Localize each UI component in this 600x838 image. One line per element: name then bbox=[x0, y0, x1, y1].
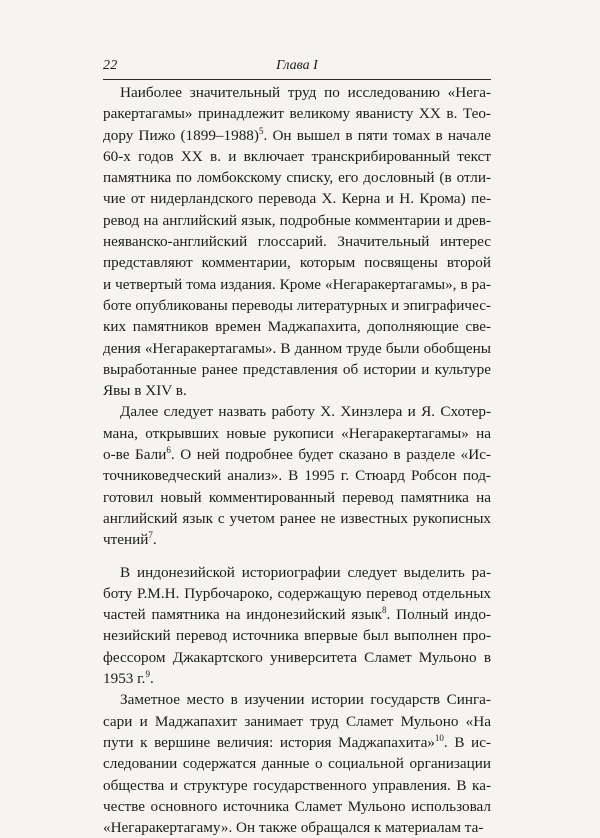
text-line: боте опубликованы переводы литературных и эпиграфичес- bbox=[103, 296, 491, 314]
footnote-marker[interactable]: 10 bbox=[434, 732, 444, 743]
text-line: чие от нидерландского перевода Х. Керна и Н. Крома) пе- bbox=[103, 190, 491, 208]
text-line: ракертагамы» принадлежит великому яванисту XX в. Тео- bbox=[103, 105, 491, 123]
text-line: незийский перевод источника впервые был выполнен про- bbox=[103, 627, 491, 645]
text-line: боту Р.М.Н. Пурбочароко, содержащую перевод отдельных bbox=[103, 584, 491, 602]
text-line: о-ве Бали$^6$. О ней подробнее будет сказано в разделе «Ис- bbox=[103, 445, 491, 464]
footnote-marker[interactable]: 9 bbox=[145, 669, 150, 680]
header-rule bbox=[103, 79, 491, 80]
text-line: выработанные ранее представления об истории и культуре bbox=[103, 360, 491, 378]
page-number: 22 bbox=[103, 58, 118, 73]
text-line: частей памятника на индонезийский язык$^8$. Полный индо- bbox=[103, 605, 491, 624]
body-text bbox=[103, 82, 491, 838]
chapter-title: Глава I bbox=[276, 58, 318, 73]
page-header bbox=[103, 58, 491, 78]
paragraph bbox=[103, 82, 491, 401]
text-line: 60-х годов XX в. и включает транскрибированный текст bbox=[103, 147, 491, 165]
text-line: следовании содержатся данные о социальной организации bbox=[103, 755, 491, 773]
text-line: честве основного источника Сламет Мульоно использовал bbox=[103, 797, 491, 815]
footnote-marker[interactable]: 7 bbox=[148, 530, 153, 541]
text-line: мана, открывших новые рукописи «Негаракертагамы» на bbox=[103, 424, 491, 442]
text-line: Явы в XIV в. bbox=[103, 382, 187, 400]
text-line: сари и Маджапахит занимает труд Сламет Мульоно «На bbox=[103, 712, 491, 730]
footnote-marker[interactable]: 6 bbox=[166, 445, 171, 456]
paragraph bbox=[103, 689, 491, 838]
footnote-marker[interactable]: 8 bbox=[381, 605, 387, 616]
paragraph bbox=[103, 562, 491, 690]
text-line: общества и структуре государственного управления. В ка- bbox=[103, 776, 491, 794]
text-line: пути к вершине величия: история Маджапахита»$^{10}$. В ис- bbox=[103, 732, 491, 751]
footnote-marker[interactable]: 5 bbox=[258, 125, 264, 136]
text-line: дения «Негаракертагамы». В данном труде были обобщены bbox=[103, 339, 491, 357]
text-line: точниковедческий анализ». В 1995 г. Стюард Робсон под- bbox=[103, 467, 491, 485]
text-line: неяванско-английский глоссарий. Значительный интерес bbox=[103, 233, 491, 251]
text-line: представляют комментарии, которым посвящены второй bbox=[103, 254, 491, 272]
text-line: Далее следует назвать работу Х. Хинзлера и Я. Схотер- bbox=[120, 403, 491, 421]
text-line: «Негаракертагаму». Он также обращался к материалам та- bbox=[103, 819, 484, 837]
text-line: чтений$^7$. bbox=[103, 530, 157, 549]
text-line: ких памятников времен Маджапахита, дополняющие све- bbox=[103, 318, 491, 336]
text-line: дору Пижо (1899–1988)$^5$. Он вышел в пяти томах в начале bbox=[103, 125, 491, 144]
text-line: ревод на английский язык, подробные комментарии и древ- bbox=[103, 211, 491, 229]
paragraph-gap bbox=[103, 551, 491, 562]
text-line: Заметное место в изучении истории государств Синга- bbox=[120, 691, 491, 709]
text-line: английский язык с учетом ранее не известных рукописных bbox=[103, 509, 491, 527]
text-line: 1953 г.$^9$. bbox=[103, 669, 154, 688]
text-line: В индонезийской историографии следует выделить ра- bbox=[120, 563, 491, 581]
paragraph bbox=[103, 401, 491, 550]
text-line: и четвертый тома издания. Кроме «Негаракертагамы», в ра- bbox=[103, 275, 491, 293]
text-line: готовил новый комментированный перевод памятника на bbox=[103, 488, 491, 506]
text-line: памятника по ломбокскому списку, его дословный (в отли- bbox=[103, 169, 491, 187]
text-line: Наиболее значительный труд по исследованию «Нега- bbox=[120, 84, 491, 101]
text-line: фессором Джакартского университета Сламет Мульоно в bbox=[103, 648, 491, 666]
